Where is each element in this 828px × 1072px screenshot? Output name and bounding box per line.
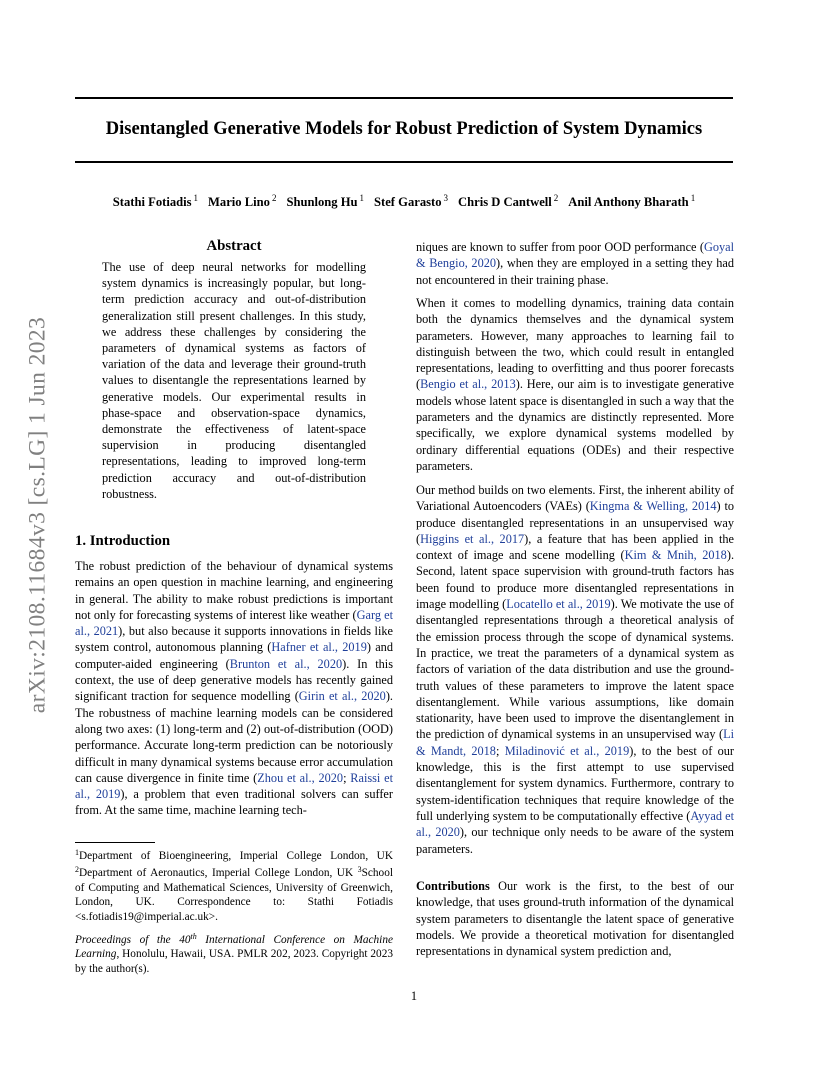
author-name: Stathi Fotiadis — [112, 195, 192, 209]
contributions-text: Our work is the first, to the best of our knowledge, that uses ground-truth information of the dynamical system parameters to disentangle the latent space of generative models. We provide a theoretical motivation for disentangled representations in dynamical system prediction and, — [416, 879, 734, 959]
author-affiliation-mark: 1 — [690, 193, 696, 203]
citation-link[interactable]: Higgins et al., 2017 — [420, 531, 525, 546]
proceedings-venue: International Conference on Machine Learning — [75, 934, 393, 961]
text-run: Our method builds on two elements. First, the inherent ability of Variational Autoencoders (VAEs) ( — [416, 483, 734, 514]
citation-link[interactable]: Raissi et al., 2019 — [75, 770, 394, 802]
text-run: ). The robustness of machine learning models can be considered along two axes: (1) long-term and (2) out-of-distribution (OOD) performance. Accurate long-term prediction can be notoriously difficult in many dynamical systems because error accumulation can cause divergence in finite time ( — [75, 689, 393, 785]
author — [113, 195, 198, 209]
author-affiliation-mark: 3 — [443, 193, 449, 203]
citation-link[interactable]: Miladinović et al., 2019 — [504, 743, 630, 758]
author-affiliation-mark: 1 — [193, 193, 199, 203]
text-run: ; — [343, 770, 351, 785]
text-run: ), a feature that has been applied in the context of image and scene modelling ( — [416, 531, 734, 563]
citation-link[interactable]: Kim & Mnih, 2018 — [624, 548, 727, 563]
proceedings-sup: th — [190, 932, 197, 941]
author — [374, 195, 448, 209]
text-run: The robust prediction of the behaviour of dynamical systems remains an open question in machine learning, and engineering in general. The ability to make robust predictions is important not only for forecasting systems of interest like weather ( — [75, 559, 393, 622]
citation-link[interactable]: Goyal & Bengio, 2020 — [416, 240, 734, 271]
citation-link[interactable]: Zhou et al., 2020 — [257, 770, 344, 785]
author-name: Mario Lino — [208, 195, 270, 209]
arxiv-id: arXiv:2108.11684v3 [cs.LG] 1 Jun 2023 — [24, 316, 51, 714]
intro-paragraph-1 — [75, 558, 393, 819]
title-rule-bottom — [75, 161, 733, 163]
author — [458, 195, 558, 209]
footnote-text: Department of Aeronautics, Imperial College London, UK — [79, 867, 358, 880]
section-heading-introduction: 1. Introduction — [75, 533, 171, 549]
text-run: ; — [495, 743, 505, 758]
contributions-paragraph — [416, 878, 734, 959]
citation-link[interactable]: Kingma & Welling, 2014 — [589, 499, 717, 514]
citation-link[interactable]: Garg et al., 2021 — [75, 607, 393, 639]
citation-link[interactable]: Brunton et al., 2020 — [229, 656, 343, 671]
footnote-mark: 3 — [357, 865, 362, 875]
proceedings-note — [75, 930, 393, 976]
text-run: ). Here, our aim is to investigate generative models whose latent space is disentangled in such a way that the parameters and the dynamics are distinctly represented. More specifically, we explore dynamical systems modelled by ordinary differential equations (ODEs) and their respective parameters. — [416, 377, 734, 473]
author-name: Chris D Cantwell — [458, 195, 552, 209]
author — [208, 195, 276, 209]
contributions-label: Contributions — [416, 879, 490, 893]
footnote-text: Department of Bioengineering, Imperial College London, UK — [79, 850, 393, 862]
text-run: ). In this context, the use of deep generative models has recently gained significant traction for sequence modelling ( — [75, 656, 394, 704]
author-affiliation-mark: 1 — [359, 193, 365, 203]
paper-title: Disentangled Generative Models for Robust Prediction of System Dynamics — [105, 119, 703, 139]
affiliation-footnotes — [75, 846, 393, 924]
author-name: Shunlong Hu — [286, 195, 358, 209]
intro-paragraph-2 — [416, 295, 734, 474]
page-number: 1 — [410, 989, 418, 1003]
footnote-rule — [75, 842, 155, 843]
citation-link[interactable]: Girin et al., 2020 — [298, 689, 386, 704]
abstract-heading: Abstract — [206, 238, 262, 254]
intro-paragraph-1-continued — [416, 239, 734, 288]
author-affiliation-mark: 2 — [553, 193, 559, 203]
text-run: ). We motivate the use of disentangled representations through a theoretical analysis of the emission process through the scope of dynamical systems. In practice, we treat the parameters of a dynamical system as factors of variation of the data distribution and use the ground-truth values of these parameters to improve the latent space disentanglement. While various assumptions, like domain stationarity, have been used to improve the disentanglement in the prediction of dynamical systems in an unsupervised way ( — [416, 597, 734, 742]
author-list — [75, 190, 733, 210]
text-run: niques are known to suffer from poor OOD performance ( — [416, 240, 704, 254]
author-name: Anil Anthony Bharath — [568, 195, 689, 209]
text-run: ), but also because it supports innovations in fields like system control, autonomous planning ( — [75, 624, 393, 655]
text-run: ). Second, latent space supervision with ground-truth factors has been found to produce more disentangled representations in image modelling ( — [416, 548, 735, 612]
proceedings-prefix: Proceedings of the 40 — [75, 934, 191, 946]
text-run: ), to the best of our knowledge, this is the first attempt to use supervised disentanglement for system dynamics. Furthermore, contrary to system-identification techniques that require knowledge of the full underlying system to be computationally effective ( — [416, 743, 734, 823]
author-name: Stef Garasto — [374, 195, 442, 209]
proceedings-details: , Honolulu, Hawaii, USA. PMLR 202, 2023. Copyright 2023 by the author(s). — [75, 948, 393, 975]
citation-link[interactable]: Bengio et al., 2013 — [420, 377, 516, 392]
title-rule-top — [75, 97, 733, 99]
footnote-text: School of Computing and Mathematical Sciences, University of Greenwich, London, UK. Correspondence to: Stathi Fotiadis <s.fotiadis19@imperial.ac.uk>. — [75, 867, 393, 923]
author — [568, 195, 695, 209]
text-run: ), when they are employed in a setting they had not encountered in their training phase. — [416, 256, 734, 287]
text-run: When it comes to modelling dynamics, training data contain both the dynamics themselves and the dynamical system parameters. However, many approaches to learning fail to distinguish between the two, which could result in entangled representations, leading to overfitting and thus poorer forecasts ( — [416, 296, 734, 392]
footnote-mark: 2 — [75, 865, 79, 875]
citation-link[interactable]: Hafner et al., 2019 — [271, 640, 367, 655]
author-affiliation-mark: 2 — [271, 193, 277, 203]
text-run: ), a problem that even traditional solvers can suffer from. At the same time, machine learning tech- — [75, 787, 393, 818]
abstract-text: The use of deep neural networks for modelling system dynamics is increasingly popular, but long-term prediction accuracy and out-of-distribution generalization still present challenges. In this study, we address these challenges by considering the parameters of dynamical systems as factors of variation of the data and leverage their ground-truth values to disentangle the representations learned by generative models. Our experimental results in phase-space and observation-space dynamics, demonstrate the effectiveness of latent-space supervision in producing disentangled representations, leading to improved long-term prediction accuracy and out-of-distribution robustness. — [102, 260, 366, 501]
author — [286, 195, 364, 209]
text-run: ), our technique only needs to be aware of the system parameters. — [416, 825, 734, 856]
footnote-mark: 1 — [75, 848, 79, 857]
citation-link[interactable]: Li & Mandt, 2018 — [416, 727, 734, 758]
text-run: ) to produce disentangled representations in an unsupervised way ( — [416, 499, 735, 546]
citation-link[interactable]: Ayyad et al., 2020 — [416, 808, 734, 840]
citation-link[interactable]: Locatello et al., 2019 — [506, 597, 611, 612]
intro-paragraph-3 — [416, 482, 734, 857]
text-run: ) and computer-aided engineering ( — [75, 640, 393, 671]
